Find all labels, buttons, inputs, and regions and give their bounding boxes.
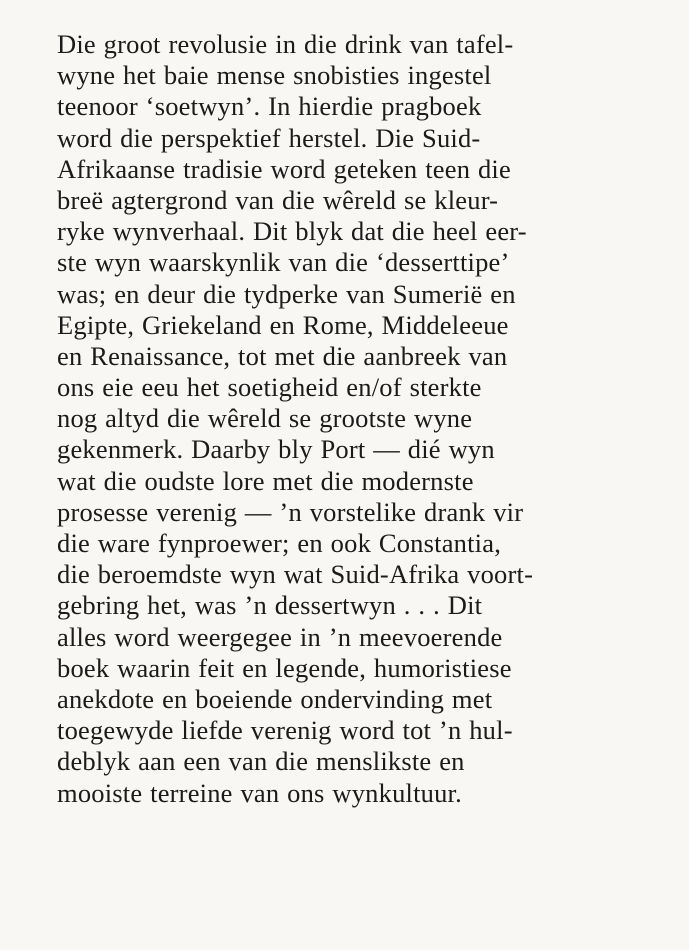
text-line: teenoor ‘soetwyn’. In hierdie pragboek: [57, 91, 482, 122]
text-line: nog altyd die wêreld se grootste wyne: [57, 403, 473, 434]
text-line: Egipte, Griekeland en Rome, Middeleeue: [57, 309, 509, 340]
text-line: Afrikaanse tradisie word geteken teen die: [57, 153, 511, 184]
text-line: anekdote en boeiende ondervinding met: [57, 683, 493, 714]
text-line: word die perspektief herstel. Die Suid-: [57, 122, 481, 153]
text-line: gekenmerk. Daarby bly Port — dié wyn: [57, 434, 495, 465]
text-line: mooiste terreine van ons wynkultuur.: [57, 777, 462, 808]
text-line: alles word weergegee in ’n meevoerende: [57, 621, 503, 652]
blurb-paragraph: [57, 29, 677, 809]
text-line: ryke wynverhaal. Dit blyk dat die heel eer-: [57, 216, 527, 247]
text-line: boek waarin feit en legende, humoristiese: [57, 652, 512, 683]
text-line: was; en deur die tydperke van Sumerië en: [57, 278, 516, 309]
text-line: prosesse verenig — ’n vorstelike drank vir: [57, 496, 524, 527]
text-line: wat die oudste lore met die modernste: [57, 465, 474, 496]
text-line: en Renaissance, tot met die aanbreek van: [57, 340, 508, 371]
text-line: die beroemdste wyn wat Suid-Afrika voort-: [57, 559, 534, 590]
text-line: ons eie eeu het soetigheid en/of sterkte: [57, 372, 482, 403]
text-line: breë agtergrond van die wêreld se kleur-: [57, 184, 499, 215]
text-line: toegewyde liefde verenig word tot ’n hul-: [57, 715, 513, 746]
text-line: wyne het baie mense snobisties ingestel: [57, 60, 492, 91]
text-line: gebring het, was ’n dessertwyn . . . Dit: [57, 590, 483, 621]
text-line: deblyk aan een van die menslikste en: [57, 746, 465, 777]
text-line: ste wyn waarskynlik van die ‘desserttipe’: [57, 247, 510, 278]
text-line: die ware fynproewer; en ook Constantia,: [57, 528, 502, 558]
text-line: Die groot revolusie in die drink van tafel-: [57, 29, 514, 59]
